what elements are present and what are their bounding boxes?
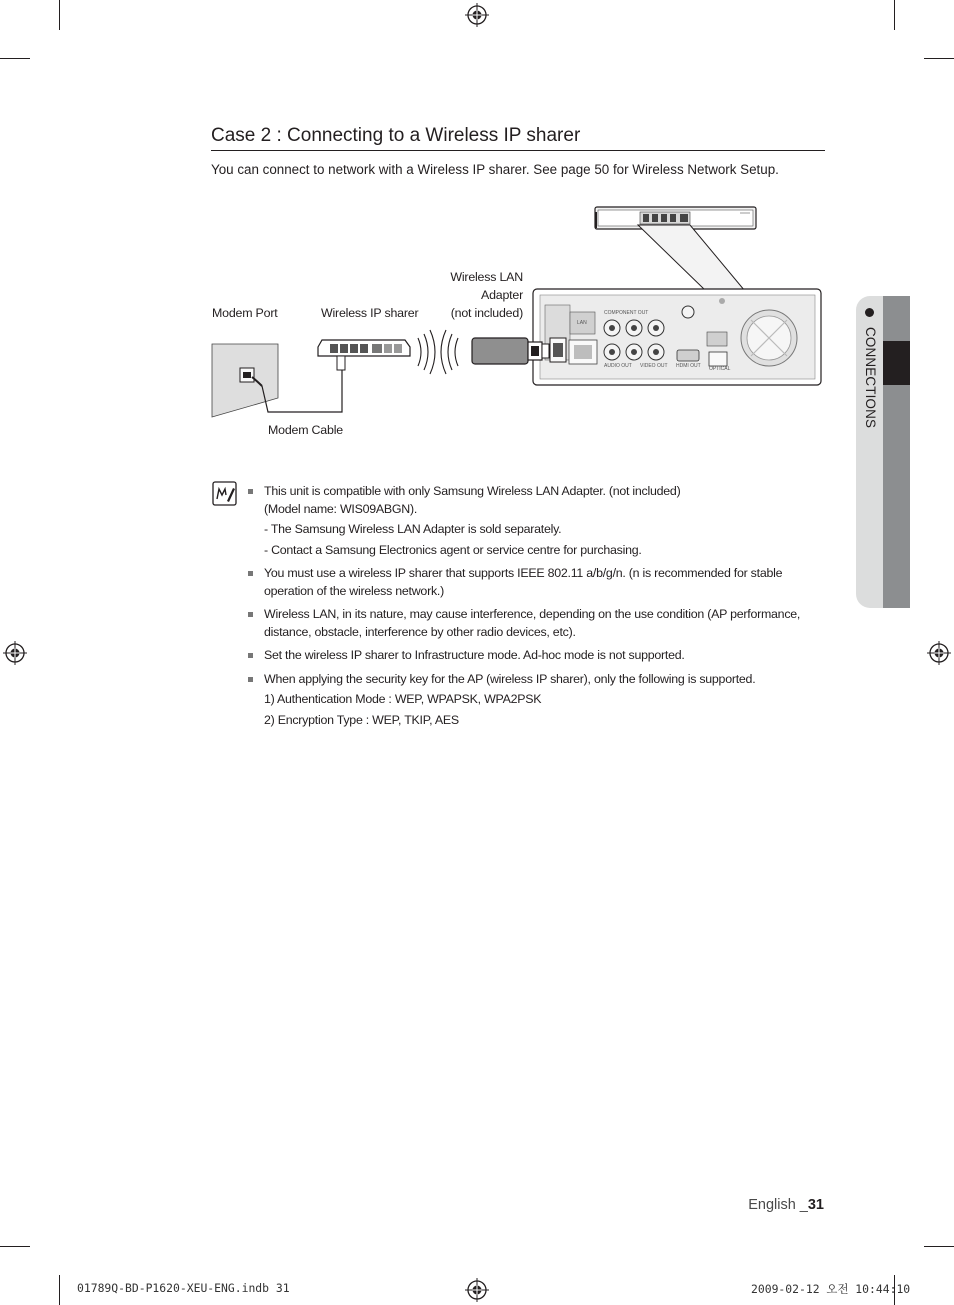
bullet-square-icon [248, 489, 253, 494]
side-tab-dot-icon [865, 308, 874, 317]
bullet-square-icon [248, 677, 253, 682]
wireless-lan-adapter-label: Wireless LAN Adapter (not included) [450, 270, 523, 320]
side-tab [861, 327, 879, 447]
crosshair-registration-icon [465, 1278, 489, 1302]
modem-port-label: Modem Port [212, 306, 278, 320]
list-item: Wireless LAN, in its nature, may cause interference, depending on the use condition (AP performance, distance, obstacle, interference by other radio devices, etc). [242, 606, 832, 641]
crop-mark [59, 1275, 60, 1305]
section-title: Case 2 : Connecting to a Wireless IP sharer [211, 125, 581, 146]
bullet-square-icon [248, 612, 253, 617]
wireless-ip-sharer-illustration [318, 340, 410, 370]
intro-text: You can connect to network with a Wireless IP sharer. See page 50 for Wireless Network Setup. [211, 162, 779, 177]
side-tab-marker [883, 341, 910, 385]
list-item: When applying the security key for the AP (wireless IP sharer), only the following is supported. 1) Authentication Mode : WEP, WPAPSK, WPA2PSK 2) Encryption Type : WEP, TKIP, AES [242, 671, 832, 730]
wireless-lan-adapter-illustration [472, 338, 549, 364]
crosshair-registration-icon [3, 641, 27, 665]
print-footer-file: 01789Q-BD-P1620-XEU-ENG.indb 31 [77, 1281, 290, 1295]
memo-pencil-icon [212, 481, 237, 506]
audio-out-label: AUDIO OUT [604, 363, 632, 369]
crop-mark [0, 1246, 30, 1247]
player-back-panel [533, 289, 821, 385]
crop-mark [924, 1246, 954, 1247]
modem-cable-label: Modem Cable [268, 423, 343, 437]
lan-label: LAN [577, 320, 587, 326]
wireless-ip-sharer-label: Wireless IP sharer [321, 306, 419, 320]
crosshair-registration-icon [927, 641, 951, 665]
print-footer-date: 2009-02-12 오전 10:44:10 [751, 1282, 911, 1296]
list-item: You must use a wireless IP sharer that supports IEEE 802.11 a/b/g/n. (n is recommended for stable operation of the wireless network.) [242, 565, 832, 600]
bullet-square-icon [248, 571, 253, 576]
bullet-square-icon [248, 653, 253, 658]
list-item: This unit is compatible with only Samsung Wireless LAN Adapter. (not included) (Model name: WIS09ABGN). - The Samsung Wireless LAN Adapter is sold separately. - Contact a Samsung Electronics agent or service centre for purchasing. [242, 483, 832, 559]
wireless-signal-icon [418, 330, 458, 374]
list-item: Set the wireless IP sharer to Infrastructure mode. Ad-hoc mode is not supported. [242, 647, 832, 665]
hdmi-out-label: HDMI OUT [676, 363, 701, 369]
side-tab-label: CONNECTIONS [863, 327, 878, 429]
optical-label: OPTICAL [709, 366, 731, 372]
notes-list [242, 483, 832, 735]
component-out-label: COMPONENT OUT [604, 310, 649, 316]
video-out-label: VIDEO OUT [640, 363, 668, 369]
modem-port-wall-illustration [212, 344, 278, 417]
page-number: English _31 [748, 1197, 824, 1213]
connection-diagram [0, 0, 954, 470]
